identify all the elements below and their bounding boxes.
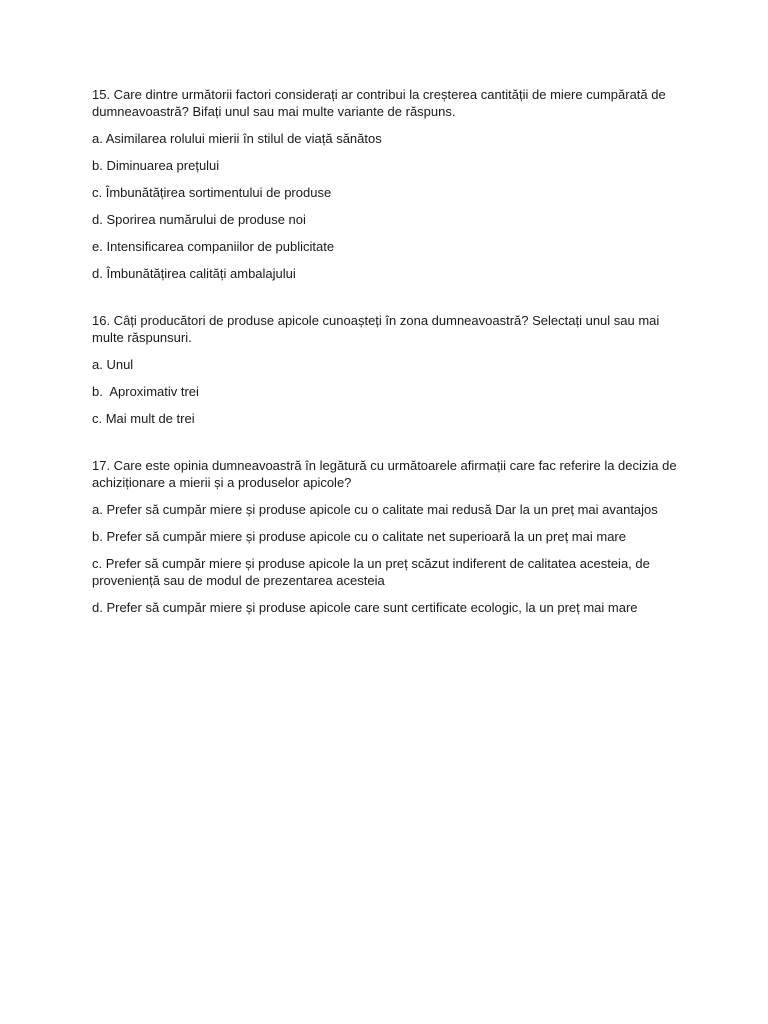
question-15-section	[92, 86, 692, 282]
question-17-option-d: d. Prefer să cumpăr miere și produse apicole care sunt certificate ecologic, la un preț mai mare	[92, 600, 638, 615]
question-16-section	[92, 312, 692, 427]
question-15-text: 15. Care dintre următorii factori considerați ar contribui la creșterea cantității de miere cumpărată de dumneavoastră? Bifați unul sau mai multe variante de răspuns.	[92, 87, 666, 119]
question-17-section	[92, 457, 692, 616]
question-15-option-b: b. Diminuarea prețului	[92, 158, 220, 173]
document-page	[92, 86, 692, 626]
question-15-option-d: d. Sporirea numărului de produse noi	[92, 212, 306, 227]
question-17-option-b: b. Prefer să cumpăr miere și produse apicole cu o calitate net superioară la un preț mai mare	[92, 529, 626, 544]
question-15-option-e: e. Intensificarea companiilor de publicitate	[92, 239, 335, 254]
question-15-option-a: a. Asimilarea rolului mierii în stilul de viață sănătos	[92, 131, 382, 146]
question-17-option-c: c. Prefer să cumpăr miere și produse apicole la un preț scăzut indiferent de calitatea acesteia, de proveniență sau de modul de prezentarea acesteia	[92, 556, 654, 588]
question-17-text: 17. Care este opinia dumneavoastră în legătură cu următoarele afirmații care fac referire la decizia de achiziționare a mierii și a produselor apicole?	[92, 458, 677, 490]
question-15-option-c: c. Îmbunătățirea sortimentului de produse	[92, 185, 332, 200]
question-16-option-b: b. Aproximativ trei	[92, 384, 199, 399]
question-16-option-c: c. Mai mult de trei	[92, 411, 195, 426]
question-15-option-f: d. Îmbunătățirea calități ambalajului	[92, 266, 296, 281]
question-16-option-a: a. Unul	[92, 357, 134, 372]
question-16-text: 16. Câți producători de produse apicole cunoașteți în zona dumneavoastră? Selectați unul sau mai multe răspunsuri.	[92, 313, 660, 345]
question-17-option-a: a. Prefer să cumpăr miere și produse apicole cu o calitate mai redusă Dar la un preț mai avantajos	[92, 502, 658, 517]
